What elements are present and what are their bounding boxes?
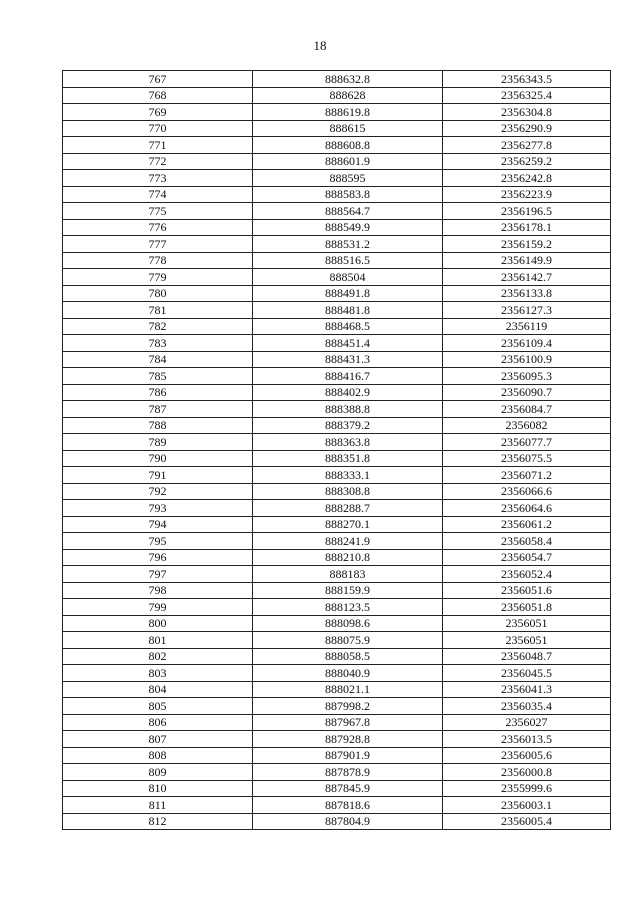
x-coordinate-cell: 888159.9 [253,582,443,599]
x-coordinate-cell: 888040.9 [253,665,443,682]
table-row [63,302,611,319]
y-coordinate-cell: 2356005.4 [443,813,611,830]
y-coordinate-cell: 2356304.8 [443,104,611,121]
point-number-cell: 794 [63,516,253,533]
x-coordinate-cell: 888628 [253,87,443,104]
y-coordinate-cell: 2356051 [443,632,611,649]
x-coordinate-cell: 888595 [253,170,443,187]
point-number-cell: 806 [63,714,253,731]
point-number-cell: 773 [63,170,253,187]
y-coordinate-cell: 2356051.6 [443,582,611,599]
x-coordinate-cell: 888270.1 [253,516,443,533]
table-row [63,318,611,335]
point-number-cell: 788 [63,417,253,434]
table-row [63,780,611,797]
point-number-cell: 778 [63,252,253,269]
x-coordinate-cell: 888363.8 [253,434,443,451]
y-coordinate-cell: 2355999.6 [443,780,611,797]
y-coordinate-cell: 2356325.4 [443,87,611,104]
y-coordinate-cell: 2356100.9 [443,351,611,368]
x-coordinate-cell: 887818.6 [253,797,443,814]
point-number-cell: 809 [63,764,253,781]
y-coordinate-cell: 2356084.7 [443,401,611,418]
y-coordinate-cell: 2356041.3 [443,681,611,698]
y-coordinate-cell: 2356066.6 [443,483,611,500]
point-number-cell: 810 [63,780,253,797]
point-number-cell: 789 [63,434,253,451]
table-row [63,632,611,649]
y-coordinate-cell: 2356005.6 [443,747,611,764]
x-coordinate-cell: 888516.5 [253,252,443,269]
table-row [63,401,611,418]
x-coordinate-cell: 888308.8 [253,483,443,500]
y-coordinate-cell: 2356095.3 [443,368,611,385]
x-coordinate-cell: 888481.8 [253,302,443,319]
x-coordinate-cell: 888241.9 [253,533,443,550]
point-number-cell: 797 [63,566,253,583]
point-number-cell: 805 [63,698,253,715]
y-coordinate-cell: 2356127.3 [443,302,611,319]
table-row [63,549,611,566]
table-row [63,351,611,368]
x-coordinate-cell: 888549.9 [253,219,443,236]
y-coordinate-cell: 2356051.8 [443,599,611,616]
y-coordinate-cell: 2356290.9 [443,120,611,137]
coordinates-table [62,70,611,830]
table-row [63,87,611,104]
x-coordinate-cell: 888564.7 [253,203,443,220]
y-coordinate-cell: 2356058.4 [443,533,611,550]
table-row [63,747,611,764]
table-row [63,450,611,467]
table-row [63,335,611,352]
table-row [63,269,611,286]
x-coordinate-cell: 888183 [253,566,443,583]
table-row [63,120,611,137]
point-number-cell: 802 [63,648,253,665]
x-coordinate-cell: 887878.9 [253,764,443,781]
x-coordinate-cell: 888608.8 [253,137,443,154]
point-number-cell: 782 [63,318,253,335]
y-coordinate-cell: 2356027 [443,714,611,731]
table-row [63,170,611,187]
x-coordinate-cell: 888388.8 [253,401,443,418]
x-coordinate-cell: 888615 [253,120,443,137]
y-coordinate-cell: 2356003.1 [443,797,611,814]
table-row [63,797,611,814]
table-row [63,714,611,731]
y-coordinate-cell: 2356071.2 [443,467,611,484]
x-coordinate-cell: 888619.8 [253,104,443,121]
x-coordinate-cell: 888123.5 [253,599,443,616]
table-row [63,533,611,550]
point-number-cell: 787 [63,401,253,418]
point-number-cell: 803 [63,665,253,682]
point-number-cell: 808 [63,747,253,764]
point-number-cell: 780 [63,285,253,302]
point-number-cell: 776 [63,219,253,236]
y-coordinate-cell: 2356242.8 [443,170,611,187]
x-coordinate-cell: 888468.5 [253,318,443,335]
y-coordinate-cell: 2356178.1 [443,219,611,236]
x-coordinate-cell: 888491.8 [253,285,443,302]
y-coordinate-cell: 2356075.5 [443,450,611,467]
page-number: 18 [313,38,327,53]
point-number-cell: 770 [63,120,253,137]
table-row [63,731,611,748]
y-coordinate-cell: 2356223.9 [443,186,611,203]
y-coordinate-cell: 2356149.9 [443,252,611,269]
point-number-cell: 767 [63,71,253,88]
x-coordinate-cell: 888351.8 [253,450,443,467]
y-coordinate-cell: 2356133.8 [443,285,611,302]
table-row [63,582,611,599]
table-row [63,483,611,500]
x-coordinate-cell: 888058.5 [253,648,443,665]
y-coordinate-cell: 2356045.5 [443,665,611,682]
x-coordinate-cell: 888583.8 [253,186,443,203]
table-row [63,203,611,220]
x-coordinate-cell: 887967.8 [253,714,443,731]
y-coordinate-cell: 2356048.7 [443,648,611,665]
table-row [63,186,611,203]
point-number-cell: 807 [63,731,253,748]
point-number-cell: 795 [63,533,253,550]
table-row [63,285,611,302]
x-coordinate-cell: 887845.9 [253,780,443,797]
y-coordinate-cell: 2356051 [443,615,611,632]
x-coordinate-cell: 888451.4 [253,335,443,352]
point-number-cell: 792 [63,483,253,500]
point-number-cell: 775 [63,203,253,220]
table-row [63,665,611,682]
table-row [63,434,611,451]
x-coordinate-cell: 888632.8 [253,71,443,88]
x-coordinate-cell: 887928.8 [253,731,443,748]
y-coordinate-cell: 2356109.4 [443,335,611,352]
x-coordinate-cell: 888333.1 [253,467,443,484]
point-number-cell: 783 [63,335,253,352]
point-number-cell: 798 [63,582,253,599]
y-coordinate-cell: 2356064.6 [443,500,611,517]
table-row [63,764,611,781]
point-number-cell: 799 [63,599,253,616]
table-row [63,500,611,517]
x-coordinate-cell: 887998.2 [253,698,443,715]
y-coordinate-cell: 2356343.5 [443,71,611,88]
y-coordinate-cell: 2356082 [443,417,611,434]
y-coordinate-cell: 2356259.2 [443,153,611,170]
table-row [63,219,611,236]
x-coordinate-cell: 887901.9 [253,747,443,764]
point-number-cell: 769 [63,104,253,121]
y-coordinate-cell: 2356000.8 [443,764,611,781]
point-number-cell: 804 [63,681,253,698]
y-coordinate-cell: 2356054.7 [443,549,611,566]
y-coordinate-cell: 2356159.2 [443,236,611,253]
table-row [63,648,611,665]
table-row [63,153,611,170]
x-coordinate-cell: 888504 [253,269,443,286]
x-coordinate-cell: 888531.2 [253,236,443,253]
point-number-cell: 791 [63,467,253,484]
x-coordinate-cell: 888379.2 [253,417,443,434]
point-number-cell: 796 [63,549,253,566]
table-row [63,71,611,88]
y-coordinate-cell: 2356013.5 [443,731,611,748]
table-row [63,698,611,715]
point-number-cell: 781 [63,302,253,319]
table-row [63,137,611,154]
point-number-cell: 790 [63,450,253,467]
x-coordinate-cell: 888098.6 [253,615,443,632]
table-row [63,566,611,583]
x-coordinate-cell: 888431.3 [253,351,443,368]
point-number-cell: 800 [63,615,253,632]
point-number-cell: 793 [63,500,253,517]
y-coordinate-cell: 2356035.4 [443,698,611,715]
table-row [63,104,611,121]
table-row [63,417,611,434]
x-coordinate-cell: 888021.1 [253,681,443,698]
x-coordinate-cell: 888075.9 [253,632,443,649]
x-coordinate-cell: 888416.7 [253,368,443,385]
point-number-cell: 786 [63,384,253,401]
table-row [63,236,611,253]
table-row [63,384,611,401]
point-number-cell: 777 [63,236,253,253]
y-coordinate-cell: 2356090.7 [443,384,611,401]
x-coordinate-cell: 888402.9 [253,384,443,401]
point-number-cell: 771 [63,137,253,154]
y-coordinate-cell: 2356061.2 [443,516,611,533]
point-number-cell: 801 [63,632,253,649]
table-row [63,599,611,616]
point-number-cell: 768 [63,87,253,104]
table-row [63,368,611,385]
table-row [63,615,611,632]
y-coordinate-cell: 2356052.4 [443,566,611,583]
table-row [63,813,611,830]
table-row [63,681,611,698]
point-number-cell: 785 [63,368,253,385]
point-number-cell: 772 [63,153,253,170]
x-coordinate-cell: 887804.9 [253,813,443,830]
x-coordinate-cell: 888288.7 [253,500,443,517]
y-coordinate-cell: 2356119 [443,318,611,335]
x-coordinate-cell: 888210.8 [253,549,443,566]
point-number-cell: 811 [63,797,253,814]
x-coordinate-cell: 888601.9 [253,153,443,170]
y-coordinate-cell: 2356196.5 [443,203,611,220]
point-number-cell: 812 [63,813,253,830]
table-row [63,252,611,269]
y-coordinate-cell: 2356277.8 [443,137,611,154]
point-number-cell: 784 [63,351,253,368]
y-coordinate-cell: 2356077.7 [443,434,611,451]
table-row [63,467,611,484]
coordinates-table-body [63,71,611,830]
point-number-cell: 779 [63,269,253,286]
table-row [63,516,611,533]
point-number-cell: 774 [63,186,253,203]
y-coordinate-cell: 2356142.7 [443,269,611,286]
